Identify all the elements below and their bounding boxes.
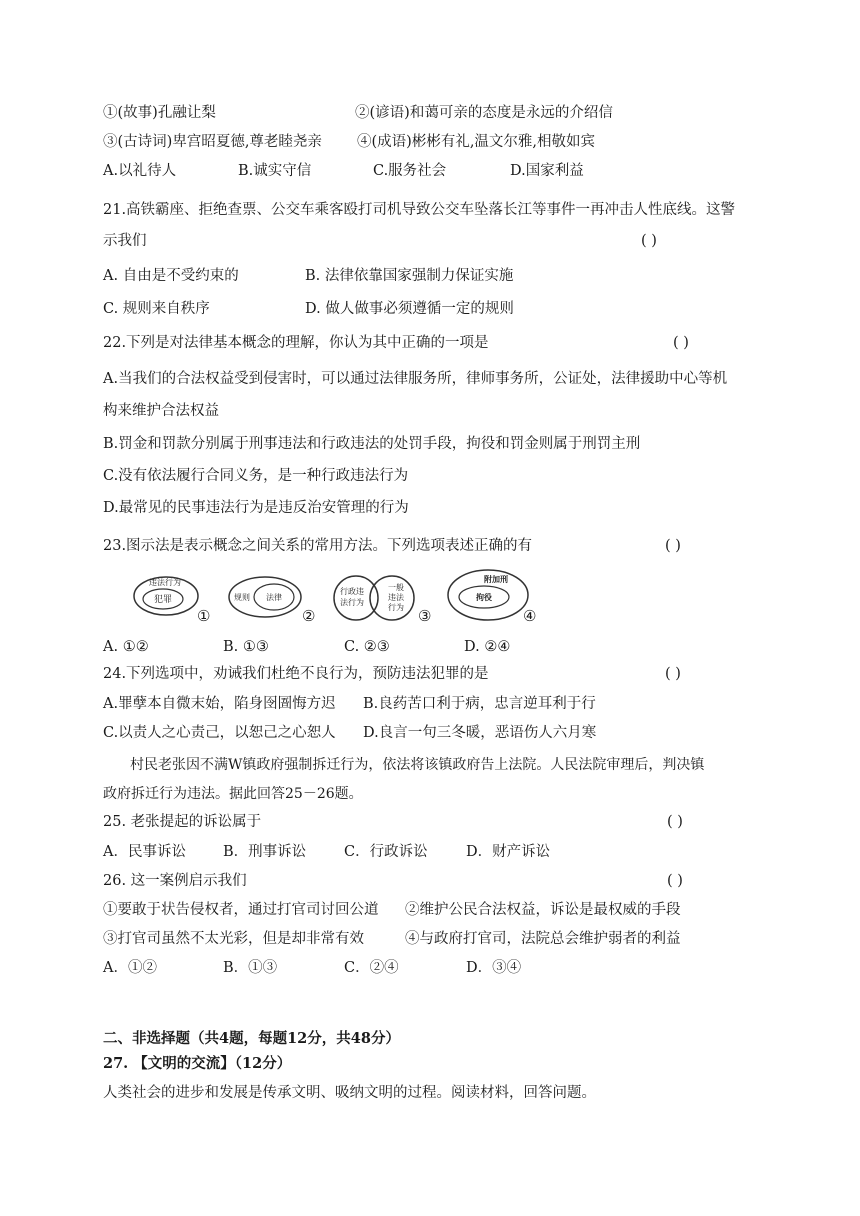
q25-choice-a: A．民事诉讼 xyxy=(103,844,186,860)
q22-choice-b: B.罚金和罚款分别属于刑事违法和行政违法的处罚手段，拘役和罚金则属于刑罚主刑 xyxy=(103,436,641,452)
case-text-line1: 村民老张因不满W镇政府强制拆迁行为，依法将该镇政府告上法院。人民法院审理后，判决镇 xyxy=(130,757,705,773)
q21-stem-line2: 示我们 xyxy=(103,233,147,249)
q26-choice-d: D．③④ xyxy=(466,960,522,976)
q21-choice-a: A. 自由是不受约束的 xyxy=(103,268,239,284)
q25-choice-d: D．财产诉讼 xyxy=(466,844,551,860)
q27-title: 27. 【文明的交流】（12分） xyxy=(103,1055,292,1072)
q22-choice-a-line1: A.当我们的合法权益受到侵害时，可以通过法律服务所，律师事务所，公证处，法律援助中心等机 xyxy=(103,371,728,387)
q20-option-1: ①(故事)孔融让梨 xyxy=(103,105,216,121)
q26-choice-c: C．②④ xyxy=(344,960,399,976)
q23-choice-b: B. ①③ xyxy=(223,639,269,655)
q24-choice-c: C.以责人之心责己，以恕己之心恕人 xyxy=(103,725,336,741)
q26-stem: 26. 这一案例启示我们 xyxy=(103,873,247,889)
q20-choice-a: A.以礼待人 xyxy=(103,163,177,179)
q20-choice-c: C.服务社会 xyxy=(373,163,447,179)
diagram-4-inner-label: 拘役 xyxy=(476,593,492,602)
q24-choice-b: B.良药苦口利于病，忠言逆耳利于行 xyxy=(363,696,596,712)
q25-choice-b: B．刑事诉讼 xyxy=(223,844,307,860)
q24-choice-a: A.罪孽本自微末始，陷身囹圄悔方迟 xyxy=(103,696,336,712)
q26-choice-b: B．①③ xyxy=(223,960,278,976)
q24-choice-d: D.良言一句三冬暖，恶语伤人六月寒 xyxy=(363,725,597,741)
q20-choice-b: B.诚实守信 xyxy=(238,163,312,179)
q25-stem: 25. 老张提起的诉讼属于 xyxy=(103,814,262,830)
q23-choice-a: A. ①② xyxy=(103,639,149,655)
q27-intro: 人类社会的进步和发展是传承文明、吸纳文明的过程。阅读材料，回答问题。 xyxy=(103,1085,596,1101)
diagram-1-inner-label: 犯罪 xyxy=(153,595,173,605)
diagram-3-left-label-2: 法行为 xyxy=(340,598,364,607)
diagram-3 xyxy=(330,571,420,629)
q26-option-1: ①要敢于状告侵权者，通过打官司讨回公道 xyxy=(103,902,379,918)
diagram-1-number: ① xyxy=(197,607,211,625)
diagram-2 xyxy=(227,573,307,627)
q23-choice-d: D. ②④ xyxy=(464,639,511,655)
q26-option-4: ④与政府打官司，法院总会维护弱者的利益 xyxy=(405,931,681,947)
q21-choice-b: B. 法律依靠国家强制力保证实施 xyxy=(305,268,514,284)
diagram-4-outer-label: 附加刑 xyxy=(484,575,508,584)
q24-answer-blank: ( ) xyxy=(665,666,681,682)
q21-stem-line1: 21.高铁霸座、拒绝查票、公交车乘客殴打司机导致公交车坠落长江等事件一再冲击人性底线。这警 xyxy=(103,202,736,218)
q21-choice-d: D. 做人做事必须遵循一定的规则 xyxy=(305,301,514,317)
diagram-2-inner-label: 法律 xyxy=(266,593,282,602)
q23-answer-blank: ( ) xyxy=(665,538,681,554)
q23-stem: 23.图示法是表示概念之间关系的常用方法。下列选项表述正确的有 xyxy=(103,538,533,554)
q20-option-3: ③(古诗词)卑宫昭夏德,尊老睦尧亲 xyxy=(103,134,322,150)
diagram-3-right-label-1: 一般 xyxy=(388,583,404,592)
q25-answer-blank: ( ) xyxy=(667,814,683,830)
q20-choice-d: D.国家利益 xyxy=(510,163,584,179)
q22-choice-a-line2: 构来维护合法权益 xyxy=(103,403,219,419)
diagram-3-right-label-2: 违法 xyxy=(388,593,404,602)
q20-option-2: ②(谚语)和蔼可亲的态度是永远的介绍信 xyxy=(355,105,613,121)
q26-answer-blank: ( ) xyxy=(667,873,683,889)
q22-answer-blank: ( ) xyxy=(673,335,689,351)
diagram-3-left-label-1: 行政违 xyxy=(340,587,364,596)
q22-choice-c: C.没有依法履行合同义务，是一种行政违法行为 xyxy=(103,468,409,484)
diagram-1-outer-label: 违法行为 xyxy=(149,578,181,587)
case-text-line2: 政府拆迁行为违法。据此回答25－26题。 xyxy=(103,786,363,802)
diagram-3-right-label-3: 行为 xyxy=(388,603,404,612)
diagram-4 xyxy=(446,568,532,628)
q25-choice-c: C．行政诉讼 xyxy=(344,844,428,860)
q20-option-4: ④(成语)彬彬有礼,温文尔雅,相敬如宾 xyxy=(357,134,596,150)
q24-stem: 24.下列选项中，劝诫我们杜绝不良行为，预防违法犯罪的是 xyxy=(103,666,489,682)
q26-option-2: ②维护公民合法权益，诉讼是最权威的手段 xyxy=(405,902,681,918)
section-2-heading: 二、非选择题（共4题，每题12分，共48分） xyxy=(103,1030,400,1047)
q22-stem: 22.下列是对法律基本概念的理解，你认为其中正确的一项是 xyxy=(103,335,489,351)
q22-choice-d: D.最常见的民事违法行为是违反治安管理的行为 xyxy=(103,500,409,516)
q26-option-3: ③打官司虽然不太光彩，但是却非常有效 xyxy=(103,931,364,947)
q23-choice-c: C. ②③ xyxy=(344,639,390,655)
diagram-2-outer-label: 规则 xyxy=(234,593,250,602)
q26-choice-a: A．①② xyxy=(103,960,157,976)
diagram-3-number: ③ xyxy=(418,607,432,625)
diagram-2-number: ② xyxy=(302,607,316,625)
diagram-4-number: ④ xyxy=(523,607,537,625)
q21-answer-blank: ( ) xyxy=(641,233,657,249)
q21-choice-c: C. 规则来自秩序 xyxy=(103,301,210,317)
